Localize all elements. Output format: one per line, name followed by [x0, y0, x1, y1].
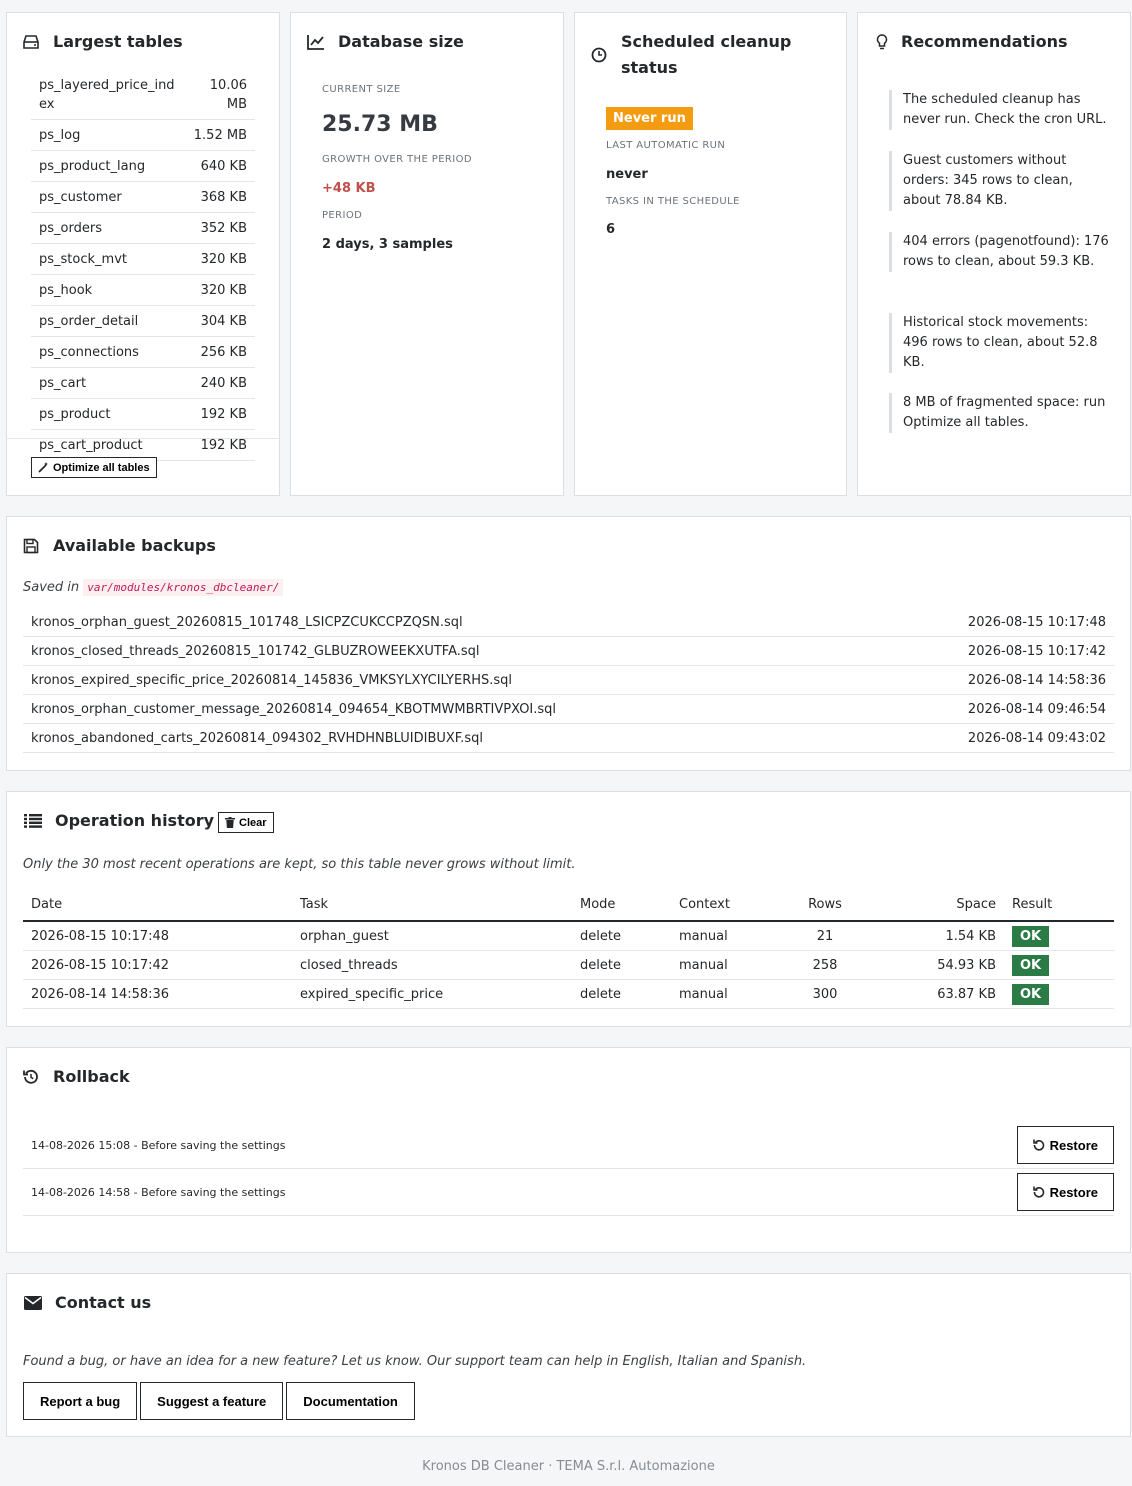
- contact-note: Found a bug, or have an idea for a new feature? Let us know. Our support team can help in English, Italian and Spanish.: [23, 1354, 807, 1369]
- last-automatic-run-value: never: [606, 167, 648, 182]
- never-run-badge: Never run: [606, 107, 693, 130]
- backup-row: [23, 608, 1114, 637]
- history-mode: delete: [580, 957, 621, 973]
- magic-wand-icon: [38, 462, 49, 473]
- contact-header: [23, 1290, 151, 1316]
- history-restore-icon: [21, 1067, 41, 1087]
- recommendation-item: Guest customers without orders: 345 rows to clean, about 78.84 KB.: [889, 151, 1111, 211]
- history-context: manual: [679, 928, 728, 944]
- documentation-button[interactable]: Documentation: [286, 1382, 415, 1420]
- backup-filename: kronos_abandoned_carts_20260814_094302_RVHDHNBLUIDIBUXF.sql: [31, 730, 483, 746]
- scheduled-cleanup-panel: [574, 12, 847, 496]
- current-size-value: 25.73 MB: [322, 112, 438, 137]
- restore-button[interactable]: Restore: [1017, 1126, 1114, 1164]
- table-size: 256 KB: [200, 345, 247, 360]
- result-ok-badge: OK: [1012, 984, 1049, 1005]
- scheduled-cleanup-header: [589, 29, 791, 81]
- growth-value: +48 KB: [322, 181, 376, 196]
- history-task: expired_specific_price: [300, 986, 444, 1002]
- history-context: manual: [679, 957, 728, 973]
- history-space: 1.54 KB: [945, 928, 996, 944]
- history-table: [23, 889, 1114, 1009]
- table-size-row: [31, 213, 255, 244]
- divider: [6, 438, 280, 439]
- table-size-row: [31, 70, 255, 120]
- rollback-row: [23, 1169, 1114, 1216]
- period-label: PERIOD: [322, 210, 363, 221]
- recommendations-title: Recommendations: [901, 32, 1068, 51]
- table-name: ps_order_detail: [39, 314, 139, 329]
- table-size-row: [31, 399, 255, 430]
- clock-icon: [589, 45, 609, 65]
- table-row: [23, 922, 1114, 951]
- backup-filename: kronos_orphan_guest_20260815_101748_LSICPZCUKCCPZQSN.sql: [31, 614, 463, 630]
- table-size-row: [31, 244, 255, 275]
- result-ok-badge: OK: [1012, 926, 1049, 947]
- column-header: Space: [956, 897, 996, 912]
- contact-buttons: [23, 1382, 415, 1420]
- table-size: 368 KB: [200, 190, 247, 205]
- history-context: manual: [679, 986, 728, 1002]
- database-size-title: Database size: [338, 32, 464, 51]
- table-size: 320 KB: [200, 283, 247, 298]
- backup-row: [23, 637, 1114, 666]
- recommendation-item: Historical stock movements: 496 rows to clean, about 52.8 KB.: [889, 313, 1111, 373]
- history-space: 63.87 KB: [937, 986, 996, 1002]
- largest-tables-list: [31, 70, 255, 461]
- floppy-disk-icon: [21, 536, 41, 556]
- table-name: ps_customer: [39, 190, 122, 205]
- rollback-title: Rollback: [53, 1067, 130, 1086]
- available-backups-title: Available backups: [53, 536, 216, 555]
- column-header: Mode: [580, 897, 616, 912]
- table-size-row: [31, 275, 255, 306]
- restore-button[interactable]: Restore: [1017, 1173, 1114, 1211]
- table-size: 320 KB: [200, 252, 247, 267]
- footer: Kronos DB Cleaner · TEMA S.r.l. Automazione: [422, 1459, 715, 1474]
- table-size-row: [31, 151, 255, 182]
- history-mode: delete: [580, 986, 621, 1002]
- history-task: orphan_guest: [300, 928, 389, 944]
- recommendation-item: 8 MB of fragmented space: run Optimize all tables.: [889, 393, 1111, 433]
- tasks-in-schedule-value: 6: [606, 222, 616, 237]
- backup-row: [23, 724, 1114, 753]
- backup-date: 2026-08-15 10:17:48: [967, 614, 1106, 630]
- envelope-icon: [23, 1293, 43, 1313]
- history-table-body: [23, 922, 1114, 1009]
- table-name: ps_orders: [39, 221, 102, 236]
- largest-tables-header: [21, 29, 183, 55]
- history-note: Only the 30 most recent operations are kept, so this table never grows without limit.: [23, 857, 576, 872]
- trash-icon: [225, 817, 235, 828]
- table-size-row: [31, 120, 255, 151]
- backup-row: [23, 666, 1114, 695]
- column-header: Task: [300, 897, 329, 912]
- report-bug-button[interactable]: Report a bug: [23, 1382, 137, 1420]
- suggest-feature-button[interactable]: Suggest a feature: [140, 1382, 283, 1420]
- table-size-row: [31, 306, 255, 337]
- history-table-header: [23, 889, 1114, 922]
- table-size-row: [31, 337, 255, 368]
- table-size: 192 KB: [200, 438, 247, 453]
- history-mode: delete: [580, 928, 621, 944]
- recommendations-header: [872, 29, 1068, 55]
- operation-history-header: [23, 808, 214, 834]
- available-backups-header: [21, 533, 216, 559]
- backup-date: 2026-08-14 09:46:54: [967, 701, 1106, 717]
- table-name: ps_connections: [39, 345, 139, 360]
- table-row: [23, 951, 1114, 980]
- rollback-label: 14-08-2026 14:58 - Before saving the settings: [31, 1185, 286, 1199]
- history-space: 54.93 KB: [937, 957, 996, 973]
- line-chart-icon: [306, 32, 326, 52]
- table-name: ps_stock_mvt: [39, 252, 127, 267]
- current-size-label: CURRENT SIZE: [322, 84, 401, 95]
- column-header: Result: [1012, 897, 1053, 912]
- table-size: 640 KB: [200, 159, 247, 174]
- recommendation-item: 404 errors (pagenotfound): 176 rows to clean, about 59.3 KB.: [889, 232, 1111, 272]
- table-size: 304 KB: [200, 314, 247, 329]
- table-name: ps_cart: [39, 376, 87, 391]
- history-rows-count: 21: [816, 928, 834, 944]
- lightbulb-icon: [872, 32, 892, 52]
- table-row: [23, 980, 1114, 1009]
- undo-icon: [1033, 1186, 1045, 1198]
- backup-date: 2026-08-14 14:58:36: [967, 672, 1106, 688]
- backup-date: 2026-08-14 09:43:02: [967, 730, 1106, 746]
- history-date: 2026-08-15 10:17:48: [31, 928, 170, 944]
- table-name: ps_cart_product: [39, 438, 143, 453]
- table-name: ps_product: [39, 407, 111, 422]
- backup-filename: kronos_orphan_customer_message_20260814_094654_KBOTMWMBRTIVPXOI.sql: [31, 701, 557, 717]
- backup-row: [23, 695, 1114, 724]
- column-header: Rows: [808, 897, 842, 912]
- history-rows-count: 300: [812, 986, 838, 1002]
- contact-title: Contact us: [55, 1293, 152, 1312]
- rollback-row: [23, 1122, 1114, 1169]
- growth-label: GROWTH OVER THE PERIOD: [322, 154, 472, 165]
- clear-history-button[interactable]: Clear: [218, 812, 274, 833]
- rollback-label: 14-08-2026 15:08 - Before saving the settings: [31, 1138, 286, 1152]
- rollback-header: [21, 1064, 130, 1090]
- table-size: 10.06 MB: [209, 78, 247, 112]
- column-header: Date: [31, 897, 63, 912]
- operation-history-title: Operation history: [55, 811, 215, 830]
- period-value: 2 days, 3 samples: [322, 237, 453, 252]
- history-date: 2026-08-15 10:17:42: [31, 957, 170, 973]
- result-ok-badge: OK: [1012, 955, 1049, 976]
- history-rows-count: 258: [812, 957, 838, 973]
- column-header: Context: [679, 897, 730, 912]
- recommendation-item: The scheduled cleanup has never run. Check the cron URL.: [889, 90, 1111, 130]
- list-icon: [23, 811, 43, 831]
- backup-filename: kronos_expired_specific_price_20260814_145836_VMKSYLXYCILYERHS.sql: [31, 672, 513, 688]
- table-size-row: [31, 368, 255, 399]
- last-automatic-run-label: LAST AUTOMATIC RUN: [606, 140, 726, 151]
- saved-in-note: Saved in var/modules/kronos_dbcleaner/: [23, 580, 283, 595]
- table-name: ps_hook: [39, 283, 93, 298]
- scheduled-cleanup-title-line1: Scheduled cleanup: [621, 32, 792, 51]
- backup-date: 2026-08-15 10:17:42: [967, 643, 1106, 659]
- table-name: ps_layered_price_index: [39, 78, 175, 112]
- backup-filename: kronos_closed_threads_20260815_101742_GLBUZROWEEKXUTFA.sql: [31, 643, 480, 659]
- undo-icon: [1033, 1139, 1045, 1151]
- optimize-all-tables-button[interactable]: Optimize all tables: [31, 457, 157, 478]
- scheduled-cleanup-title-line2: status: [621, 58, 678, 77]
- table-size-row: [31, 182, 255, 213]
- table-size: 1.52 MB: [193, 128, 247, 143]
- hard-drive-icon: [21, 32, 41, 52]
- backup-path: var/modules/kronos_dbcleaner/: [83, 579, 283, 596]
- table-name: ps_log: [39, 128, 81, 143]
- tasks-in-schedule-label: TASKS IN THE SCHEDULE: [606, 196, 740, 207]
- table-size: 352 KB: [200, 221, 247, 236]
- history-task: closed_threads: [300, 957, 398, 973]
- table-size: 240 KB: [200, 376, 247, 391]
- largest-tables-title: Largest tables: [53, 32, 183, 51]
- table-size: 192 KB: [200, 407, 247, 422]
- table-name: ps_product_lang: [39, 159, 146, 174]
- history-date: 2026-08-14 14:58:36: [31, 986, 170, 1002]
- database-size-header: [306, 29, 464, 55]
